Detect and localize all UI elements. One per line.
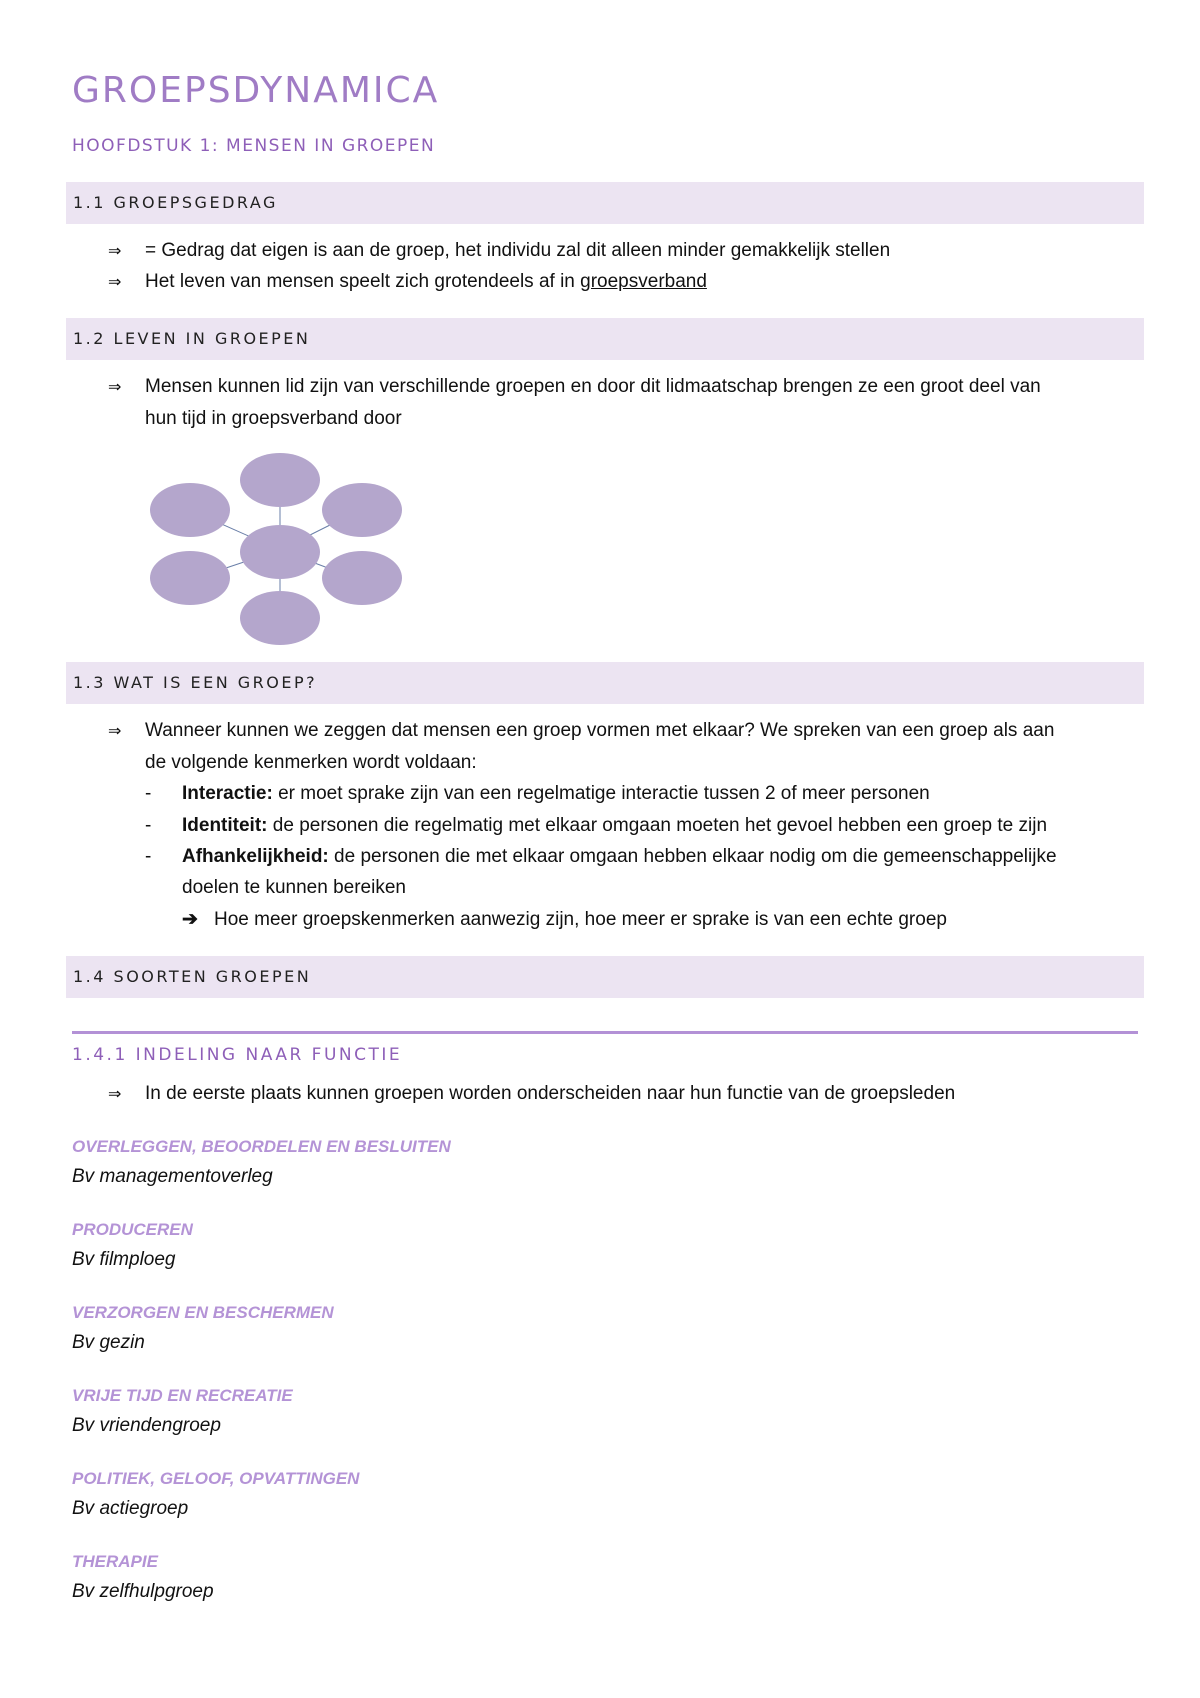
- diagram-node-bottom-left: [150, 551, 230, 605]
- subsection-rule: [72, 1031, 1138, 1034]
- category-example: Bv actiegroep: [72, 1498, 189, 1519]
- section-heading-1-2: 1.2 LEVEN IN GROEPEN: [73, 329, 311, 348]
- diagram-node-top-right: [322, 483, 402, 537]
- bullet-1-4-1-a: ⇒ In de eerste plaats kunnen groepen worden onderscheiden naar hun functie van de groepsleden: [108, 1083, 956, 1104]
- double-arrow-icon: ⇒: [108, 274, 122, 291]
- diagram-node-top: [240, 453, 320, 507]
- diagram-node-bottom: [240, 591, 320, 645]
- section-heading-1-3: 1.3 WAT IS EEN GROEP?: [73, 673, 318, 692]
- subsection-heading-1-4-1: 1.4.1 INDELING NAAR FUNCTIE: [72, 1045, 403, 1065]
- underlined-term: groepsverband: [580, 271, 707, 292]
- groups-diagram: [150, 450, 430, 650]
- double-arrow-icon: ⇒: [108, 379, 122, 396]
- bullet-1-3-a-cont: de volgende kenmerken wordt voldaan:: [145, 752, 477, 773]
- double-arrow-icon: ⇒: [108, 723, 122, 740]
- category-heading: OVERLEGGEN, BEOORDELEN EN BESLUITEN: [72, 1137, 451, 1156]
- bullet-1-2-a: ⇒ Mensen kunnen lid zijn van verschillende groepen en door dit lidmaatschap brengen ze een groot deel van: [108, 376, 1041, 397]
- category-heading: VERZORGEN EN BESCHERMEN: [72, 1303, 334, 1322]
- bullet-1-1-b: ⇒ Het leven van mensen speelt zich grotendeels af in groepsverband: [108, 271, 707, 292]
- double-arrow-icon: ⇒: [108, 1086, 122, 1103]
- double-arrow-icon: ⇒: [108, 243, 122, 260]
- section-band-1-1: [66, 182, 1144, 224]
- category-heading: PRODUCEREN: [72, 1220, 193, 1239]
- section-band-1-4: [66, 956, 1144, 998]
- document-title: GROEPSDYNAMICA: [72, 70, 440, 111]
- bold-arrow-icon: ➔: [182, 909, 198, 930]
- criterion-identiteit: - Identiteit: de personen die regelmatig met elkaar omgaan moeten het gevoel hebben een groep te zijn: [145, 815, 1048, 836]
- bullet-1-2-a-cont: hun tijd in groepsverband door: [145, 408, 402, 429]
- section-heading-1-1: 1.1 GROEPSGEDRAG: [73, 193, 278, 212]
- criterion-afhankelijkheid-cont: doelen te kunnen bereiken: [182, 877, 406, 898]
- diagram-node-bottom-right: [322, 551, 402, 605]
- criterion-afhankelijkheid: - Afhankelijkheid: de personen die met elkaar omgaan hebben elkaar nodig om die gemeenschappelijke: [145, 846, 1057, 867]
- category-example: Bv managementoverleg: [72, 1166, 273, 1187]
- bullet-1-3-a: ⇒ Wanneer kunnen we zeggen dat mensen een groep vormen met elkaar? We spreken van een groep als aan: [108, 720, 1055, 741]
- criterion-interactie: - Interactie: er moet sprake zijn van een regelmatige interactie tussen 2 of meer personen: [145, 783, 930, 804]
- section-band-1-3: [66, 662, 1144, 704]
- category-heading: POLITIEK, GELOOF, OPVATTINGEN: [72, 1469, 360, 1488]
- diagram-node-top-left: [150, 483, 230, 537]
- conclusion-line: ➔ Hoe meer groepskenmerken aanwezig zijn, hoe meer er sprake is van een echte groep: [182, 909, 947, 930]
- category-example: Bv gezin: [72, 1332, 145, 1353]
- section-band-1-2: [66, 318, 1144, 360]
- category-example: Bv filmploeg: [72, 1249, 176, 1270]
- category-heading: THERAPIE: [72, 1552, 158, 1571]
- category-example: Bv vriendengroep: [72, 1415, 221, 1436]
- diagram-node-center: [240, 525, 320, 579]
- chapter-heading: HOOFDSTUK 1: MENSEN IN GROEPEN: [72, 136, 436, 156]
- section-heading-1-4: 1.4 SOORTEN GROEPEN: [73, 967, 312, 986]
- category-example: Bv zelfhulpgroep: [72, 1581, 214, 1602]
- category-heading: VRIJE TIJD EN RECREATIE: [72, 1386, 293, 1405]
- bullet-1-1-a: ⇒ = Gedrag dat eigen is aan de groep, het individu zal dit alleen minder gemakkelijk stellen: [108, 240, 891, 261]
